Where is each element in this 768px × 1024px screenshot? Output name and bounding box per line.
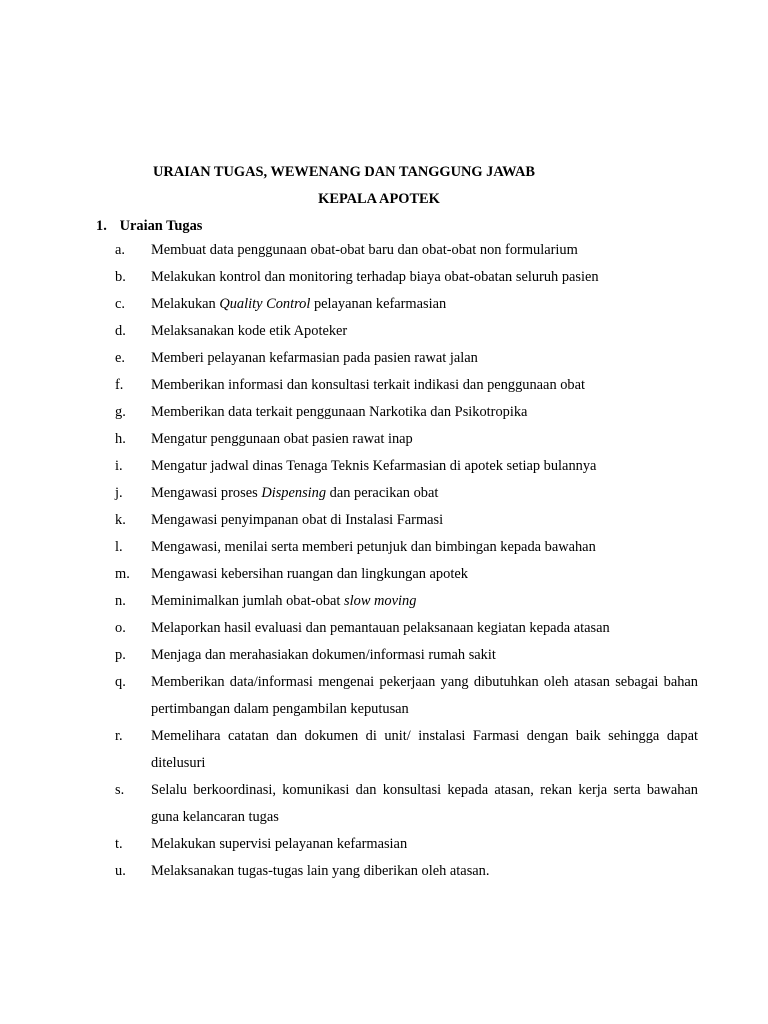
list-item-marker: d. bbox=[115, 323, 126, 339]
list-item-text bbox=[151, 669, 698, 723]
list-item-marker: s. bbox=[115, 782, 125, 798]
list-item-marker: p. bbox=[115, 647, 126, 663]
text-run: Mengatur penggunaan obat pasien rawat inap bbox=[151, 431, 413, 447]
list-item-marker: a. bbox=[115, 242, 125, 258]
list-item-marker: i. bbox=[115, 458, 123, 474]
list-item-text bbox=[151, 588, 698, 615]
list-item-text bbox=[151, 480, 698, 507]
list-item-marker: q. bbox=[115, 674, 126, 690]
list-item-marker: g. bbox=[115, 404, 126, 420]
list-item-marker: t. bbox=[115, 836, 123, 852]
list-item-text bbox=[151, 561, 698, 588]
list-item-text bbox=[151, 426, 698, 453]
text-run: Menjaga dan merahasiakan dokumen/informasi rumah sakit bbox=[151, 647, 496, 663]
list-item-marker: n. bbox=[115, 593, 126, 609]
list-item-marker: j. bbox=[115, 485, 123, 501]
document-subtitle: KEPALA APOTEK bbox=[318, 191, 440, 207]
text-run: Memberikan data/informasi mengenai pekerjaan yang dibutuhkan oleh atasan sebagai bahan pertimbangan dalam pengambilan keputusan bbox=[151, 674, 698, 717]
text-run: Membuat data penggunaan obat-obat baru dan obat-obat non formularium bbox=[151, 242, 578, 258]
list-item bbox=[115, 507, 698, 534]
text-run: Meminimalkan jumlah obat-obat bbox=[151, 593, 345, 609]
list-item bbox=[115, 345, 698, 372]
list-item-marker: o. bbox=[115, 620, 126, 636]
text-run: Melaksanakan tugas-tugas lain yang diberikan oleh atasan. bbox=[151, 863, 490, 879]
list-item-marker: f. bbox=[115, 377, 124, 393]
list-item-marker: r. bbox=[115, 728, 123, 744]
list-item-text bbox=[151, 777, 698, 831]
list-item-text bbox=[151, 318, 698, 345]
list-item-marker: u. bbox=[115, 863, 126, 879]
text-run: Memelihara catatan dan dokumen di unit/ instalasi Farmasi dengan baik sehingga dapat ditelusuri bbox=[151, 728, 698, 771]
list-item-text bbox=[151, 534, 698, 561]
list-item-text bbox=[151, 723, 698, 777]
list-item bbox=[115, 426, 698, 453]
list-item-text bbox=[151, 831, 698, 858]
list-item-marker: e. bbox=[115, 350, 125, 366]
italic-term: slow moving bbox=[344, 593, 417, 609]
list-item-marker: l. bbox=[115, 539, 123, 555]
list-item-marker: b. bbox=[115, 269, 126, 285]
text-run: Mengawasi penyimpanan obat di Instalasi Farmasi bbox=[151, 512, 444, 528]
text-run: Memberi pelayanan kefarmasian pada pasien rawat jalan bbox=[151, 350, 478, 366]
list-item bbox=[115, 264, 698, 291]
list-item bbox=[115, 237, 698, 264]
list-item bbox=[115, 615, 698, 642]
list-item-marker: m. bbox=[115, 566, 130, 582]
list-item-text bbox=[151, 399, 698, 426]
list-item-text bbox=[151, 642, 698, 669]
text-run: pelayanan kefarmasian bbox=[310, 296, 447, 312]
section-number: 1. bbox=[96, 218, 107, 234]
italic-term: Quality Control bbox=[219, 296, 311, 312]
list-item bbox=[115, 318, 698, 345]
list-item bbox=[115, 480, 698, 507]
list-item-text bbox=[151, 372, 698, 399]
text-run: dan peracikan obat bbox=[326, 485, 439, 501]
text-run: Melakukan supervisi pelayanan kefarmasian bbox=[151, 836, 408, 852]
list-item-text bbox=[151, 264, 698, 291]
section-heading bbox=[96, 217, 202, 235]
list-item-text bbox=[151, 291, 698, 318]
list-item bbox=[115, 777, 698, 831]
text-run: Mengawasi kebersihan ruangan dan lingkungan apotek bbox=[151, 566, 468, 582]
list-item bbox=[115, 858, 698, 885]
text-run: Memberikan informasi dan konsultasi terkait indikasi dan penggunaan obat bbox=[151, 377, 586, 393]
text-run: Melakukan bbox=[151, 296, 220, 312]
list-item bbox=[115, 534, 698, 561]
list-item-marker: c. bbox=[115, 296, 125, 312]
list-item bbox=[115, 399, 698, 426]
list-item-text bbox=[151, 453, 698, 480]
list-item bbox=[115, 588, 698, 615]
list-item bbox=[115, 723, 698, 777]
list-item bbox=[115, 831, 698, 858]
list-item-marker: h. bbox=[115, 431, 126, 447]
text-run: Selalu berkoordinasi, komunikasi dan konsultasi kepada atasan, rekan kerja serta bawahan guna kelancaran tugas bbox=[151, 782, 698, 825]
document-title: URAIAN TUGAS, WEWENANG DAN TANGGUNG JAWAB bbox=[153, 164, 535, 180]
list-item-text bbox=[151, 858, 698, 885]
list-item-text bbox=[151, 345, 698, 372]
list-item-text bbox=[151, 237, 698, 264]
list-item bbox=[115, 561, 698, 588]
list-item-text bbox=[151, 615, 698, 642]
text-run: Mengatur jadwal dinas Tenaga Teknis Kefarmasian di apotek setiap bulannya bbox=[151, 458, 597, 474]
text-run: Melakukan kontrol dan monitoring terhadap biaya obat-obatan seluruh pasien bbox=[151, 269, 599, 285]
list-item bbox=[115, 453, 698, 480]
text-run: Melaporkan hasil evaluasi dan pemantauan pelaksanaan kegiatan kepada atasan bbox=[151, 620, 610, 636]
section-title: Uraian Tugas bbox=[119, 218, 203, 234]
text-run: Melaksanakan kode etik Apoteker bbox=[151, 323, 348, 339]
italic-term: Dispensing bbox=[261, 485, 327, 501]
list-item bbox=[115, 291, 698, 318]
text-run: Mengawasi, menilai serta memberi petunjuk dan bimbingan kepada bawahan bbox=[151, 539, 596, 555]
list-item bbox=[115, 642, 698, 669]
text-run: Memberikan data terkait penggunaan Narkotika dan Psikotropika bbox=[151, 404, 528, 420]
list-item bbox=[115, 372, 698, 399]
text-run: Mengawasi proses bbox=[151, 485, 262, 501]
list-item-marker: k. bbox=[115, 512, 126, 528]
list-item bbox=[115, 669, 698, 723]
list-item-text bbox=[151, 507, 698, 534]
